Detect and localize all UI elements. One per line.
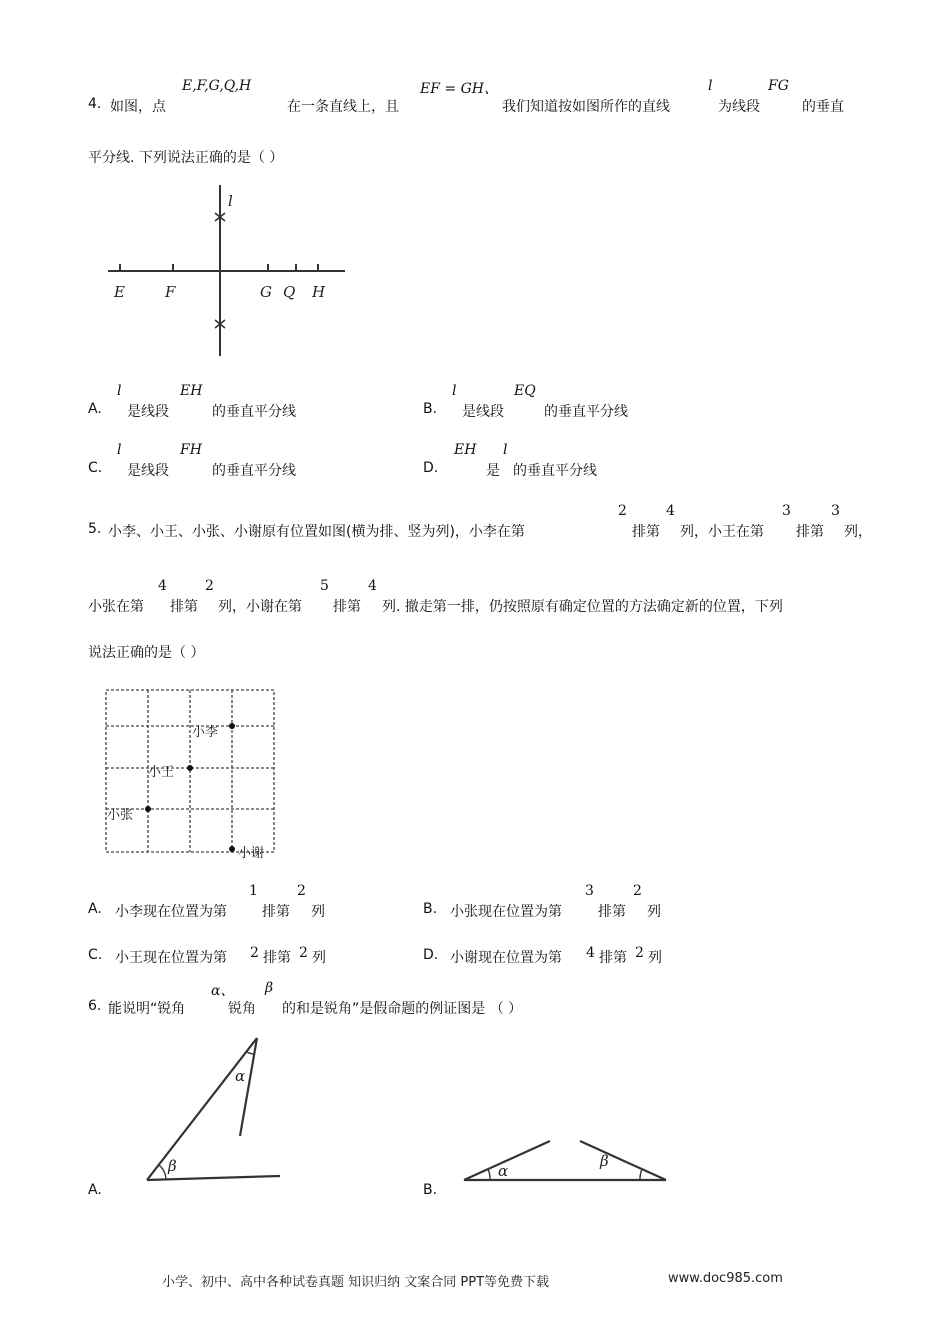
q5-label-xiaoli: 小李: [192, 725, 219, 740]
q4-label-e: E: [114, 283, 125, 301]
q4-option-a-t2: 的垂直平分线: [212, 404, 296, 420]
q4-option-b-m1: l: [452, 383, 457, 399]
q5-option-a-n1: 1: [249, 883, 258, 899]
q5-n6: 2: [205, 578, 214, 594]
q5-n1: 2: [618, 503, 627, 519]
footer-text: 小学、初中、高中各种试卷真题 知识归纳 文案合同 PPT等免费下载: [162, 1275, 550, 1290]
q4-option-d-t2: 的垂直平分线: [513, 463, 597, 479]
q4-text-5: 的垂直: [802, 99, 844, 115]
q4-option-a-m1: l: [117, 383, 122, 399]
q6-text-1: 能说明“锐角: [108, 1001, 186, 1017]
q4-number: 4.: [88, 96, 102, 112]
q5-dot-xiaoli: [229, 723, 235, 729]
q5-label-xiaowang: 小王: [148, 765, 175, 780]
q6-text-2: 锐角: [228, 1001, 256, 1017]
q4-option-b-t2: 的垂直平分线: [544, 404, 628, 420]
q5-dot-xiaozhang: [145, 806, 151, 812]
q5-option-c-t3: 列: [312, 950, 326, 966]
q4-option-d-m2: l: [503, 442, 508, 458]
q5-l2d: 排第: [333, 599, 361, 615]
q6-a-beta-arc: [159, 1165, 166, 1180]
q5-l2c: 列，小谢在第: [218, 599, 302, 615]
q4-text-3: 我们知道按如图所作的直线: [502, 99, 670, 115]
q5-label-xiaoxie: 小谢: [238, 846, 265, 861]
q6-b-beta-label: β: [600, 1152, 609, 1170]
q5-figure: [100, 685, 285, 865]
q5-line-3: 说法正确的是（ ）: [88, 645, 205, 661]
q4-option-c-m1: l: [117, 442, 122, 458]
q5-n2: 4: [666, 503, 675, 519]
q5-l1c: 列，小王在第: [680, 524, 764, 540]
q6-b-right-side: [580, 1141, 666, 1180]
q5-n5: 4: [158, 578, 167, 594]
q6-a-alpha-label: α: [235, 1067, 246, 1085]
q5-n4: 3: [831, 503, 840, 519]
q4-label-g: G: [260, 283, 272, 301]
q4-option-b-letter[interactable]: B.: [423, 401, 438, 417]
q4-label-l: l: [228, 192, 233, 210]
q6-a-long-side: [147, 1038, 257, 1180]
q5-option-d-t2: 排第: [599, 950, 627, 966]
q5-option-c-t2: 排第: [263, 950, 291, 966]
q4-label-q: Q: [283, 283, 296, 301]
q4-math-points: E,F,G,Q,H: [182, 78, 252, 94]
q5-l2b: 排第: [170, 599, 198, 615]
q5-option-a-n2: 2: [297, 883, 306, 899]
q5-l2e: 列. 撤走第一排，仍按照原有确定位置的方法确定新的位置，下列: [382, 599, 783, 615]
q4-option-c-t2: 的垂直平分线: [212, 463, 296, 479]
q5-option-b-n2: 2: [633, 883, 642, 899]
q6-a-alpha-arc: [247, 1052, 254, 1054]
q5-option-b-t1: 小张现在位置为第: [450, 904, 562, 920]
q5-number: 5.: [88, 521, 102, 537]
q5-n8: 4: [368, 578, 377, 594]
q4-option-a-letter[interactable]: A.: [88, 401, 102, 417]
q6-option-b-letter[interactable]: B.: [423, 1182, 438, 1198]
q5-option-d-n2: 2: [635, 945, 644, 961]
q4-label-h: H: [312, 283, 326, 301]
q4-math-equation: EF = GH、: [420, 81, 498, 97]
q5-dot-xiaoxie: [229, 846, 235, 852]
q6-a-beta-label: β: [168, 1157, 177, 1175]
q5-option-c-t1: 小王现在位置为第: [115, 950, 227, 966]
q5-option-d-t1: 小谢现在位置为第: [450, 950, 562, 966]
q5-option-b-n1: 3: [585, 883, 594, 899]
q5-option-b-letter[interactable]: B.: [423, 901, 438, 917]
q4-text-2: 在一条直线上，且: [287, 99, 399, 115]
q5-l1b: 排第: [632, 524, 660, 540]
q6-option-b-figure: [460, 1130, 675, 1190]
q4-option-d-m1: EH: [454, 442, 477, 458]
q5-l2a: 小张在第: [88, 599, 144, 615]
q6-b-beta-arc: [640, 1169, 642, 1180]
q5-l1a: 小李、小王、小张、小谢原有位置如图(横为排、竖为列)，小李在第: [108, 524, 525, 540]
q6-number: 6.: [88, 998, 102, 1014]
q6-math-beta: β: [265, 980, 274, 996]
q5-option-a-letter[interactable]: A.: [88, 901, 102, 917]
q5-option-a-t3: 列: [311, 904, 325, 920]
q6-b-alpha-label: α: [498, 1162, 509, 1180]
q6-a-base: [147, 1176, 280, 1180]
q6-math-alpha: α、: [211, 983, 235, 999]
q5-label-xiaozhang: 小张: [107, 808, 134, 823]
q6-b-alpha-arc: [488, 1169, 490, 1180]
q4-option-a-t1: 是线段: [127, 404, 169, 420]
q4-math-fg: FG: [768, 78, 789, 94]
q5-option-b-t3: 列: [647, 904, 661, 920]
q6-option-a-letter[interactable]: A.: [88, 1182, 102, 1198]
q5-option-d-t3: 列: [648, 950, 662, 966]
q5-option-a-t2: 排第: [262, 904, 290, 920]
q5-option-d-n1: 4: [586, 945, 595, 961]
q4-option-c-letter[interactable]: C.: [88, 460, 103, 476]
q4-figure: [100, 180, 360, 365]
q5-l1e: 列，: [844, 524, 872, 540]
q4-option-b-t1: 是线段: [462, 404, 504, 420]
q4-option-d-t1: 是: [486, 463, 500, 479]
q5-dot-xiaowang: [187, 765, 193, 771]
q5-l1d: 排第: [796, 524, 824, 540]
q5-option-a-t1: 小李现在位置为第: [115, 904, 227, 920]
q4-option-b-m2: EQ: [514, 383, 536, 399]
q4-label-f: F: [165, 283, 176, 301]
q5-option-d-letter[interactable]: D.: [423, 947, 439, 963]
q4-option-a-m2: EH: [180, 383, 203, 399]
q4-option-c-t1: 是线段: [127, 463, 169, 479]
q5-n7: 5: [320, 578, 329, 594]
q4-option-c-m2: FH: [180, 442, 202, 458]
q4-text-4: 为线段: [718, 99, 760, 115]
q4-option-d-letter[interactable]: D.: [423, 460, 439, 476]
footer-site-link[interactable]: www.doc985.com: [668, 1271, 783, 1286]
q5-option-b-t2: 排第: [598, 904, 626, 920]
q4-line-2: 平分线. 下列说法正确的是（ ）: [88, 150, 284, 166]
q4-math-l: l: [708, 78, 713, 94]
q5-option-c-n2: 2: [299, 945, 308, 961]
q6-text-3: 的和是锐角”是假命题的例证图是 （ ）: [282, 1001, 523, 1017]
q5-n3: 3: [782, 503, 791, 519]
q6-option-a-figure: [140, 1030, 290, 1190]
q4-text-1: 如图，点: [110, 99, 166, 115]
q5-option-c-n1: 2: [250, 945, 259, 961]
q5-option-c-letter[interactable]: C.: [88, 947, 103, 963]
